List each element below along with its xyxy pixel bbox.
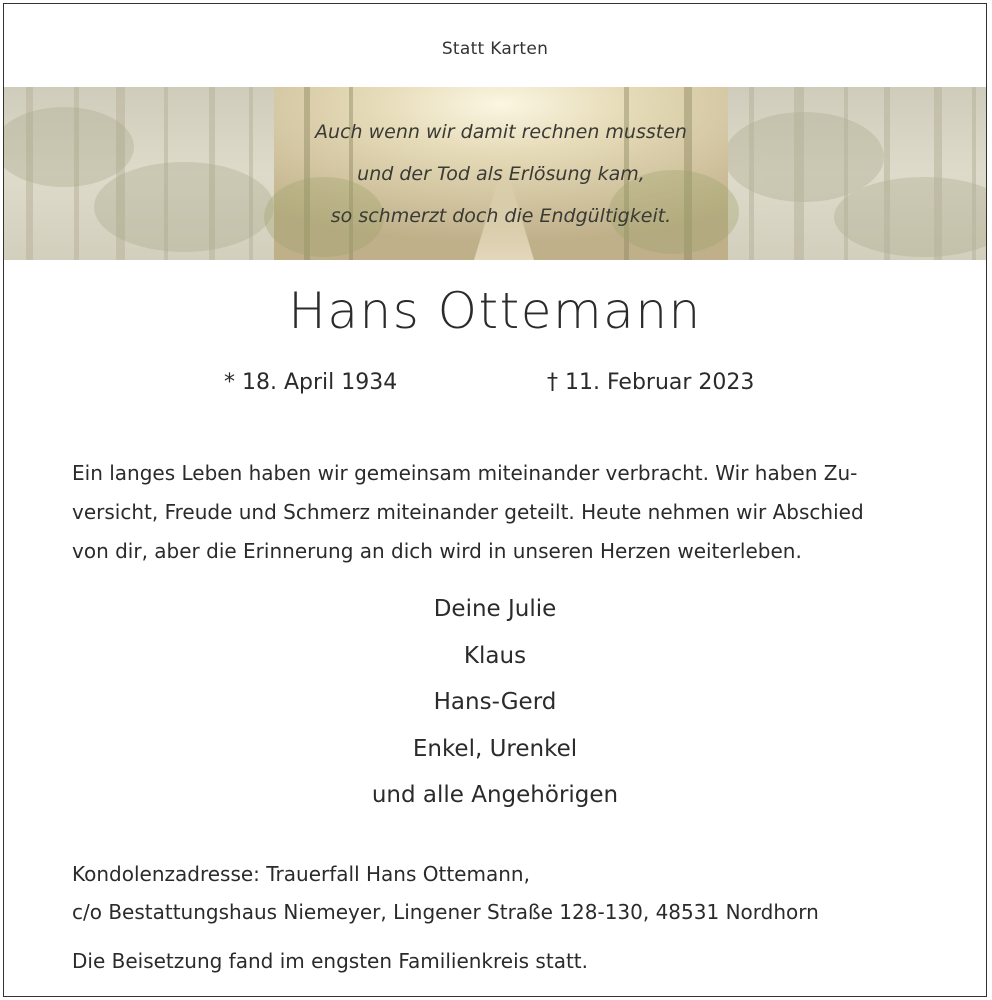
message-line: versicht, Freude und Schmerz miteinander geteilt. Heute nehmen wir Abschied — [72, 500, 864, 524]
message-line: von dir, aber die Erinnerung an dich wird in unseren Herzen weiterleben. — [72, 539, 802, 563]
obituary-frame — [3, 3, 987, 997]
quote-line: Auch wenn wir damit rechnen mussten — [315, 120, 687, 143]
death-date: † 11. Februar 2023 — [547, 370, 755, 395]
mourner: Klaus — [463, 642, 527, 669]
farewell-message — [72, 454, 924, 571]
condolence-address-line1: Kondolenzadresse: Trauerfall Hans Ottemann, — [72, 862, 530, 886]
mourner: Deine Julie — [433, 596, 557, 622]
mourner: Enkel, Urenkel — [412, 735, 578, 762]
message-line: Ein langes Leben haben wir gemeinsam miteinander verbracht. Wir haben Zu- — [72, 461, 858, 485]
burial-note: Die Beisetzung fand im engsten Familienkreis statt. — [72, 949, 588, 973]
top-note: Statt Karten — [441, 39, 549, 59]
mourner: Hans-Gerd — [433, 689, 557, 715]
deceased-name: Hans Ottemann — [288, 282, 702, 340]
condolence-address-line2: c/o Bestattungshaus Niemeyer, Lingener Straße 128-130, 48531 Nordhorn — [72, 900, 819, 924]
quote-line: und der Tod als Erlösung kam, — [357, 162, 645, 185]
mourner: und alle Angehörigen — [371, 782, 619, 808]
quote-line: so schmerzt doch die Endgültigkeit. — [330, 204, 672, 227]
mourners-list — [4, 586, 986, 819]
birth-date: * 18. April 1934 — [224, 370, 398, 395]
memorial-quote — [274, 87, 728, 260]
